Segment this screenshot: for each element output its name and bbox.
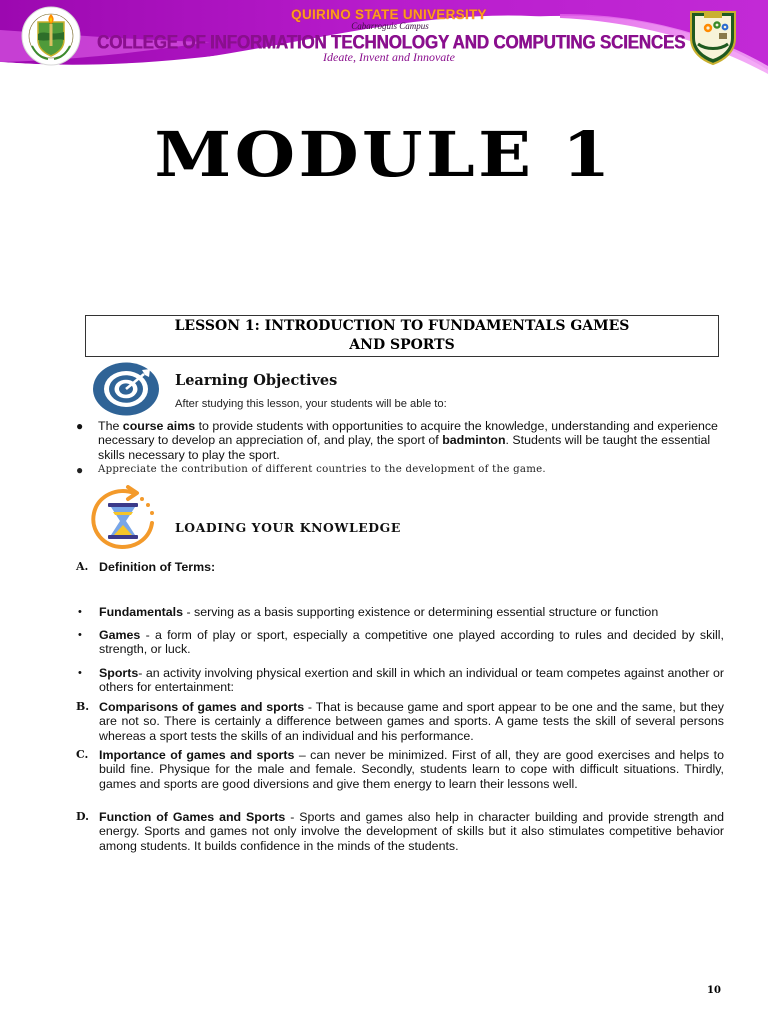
bullet-icon: ● bbox=[76, 463, 84, 478]
loading-knowledge-heading: LOADING YOUR KNOWLEDGE bbox=[175, 520, 401, 535]
definition: - That is because game and sport appear to be one and the same, but they are not so. There is certainly a difference between games and sports. A game tests the skill of several persons whereas a sport tests the skills of an individual and his performance. bbox=[99, 700, 724, 743]
definition-fundamentals bbox=[76, 605, 724, 619]
definition: - serving as a basis supporting existence or determining essential structure or function bbox=[183, 605, 659, 619]
term: Importance of games and sports bbox=[99, 748, 295, 762]
section-d-function bbox=[76, 810, 724, 853]
definition: - Sports and games also help in character building and provide strength and energy. Sports and games not only involve the development of skills but it also stimulates competitive behavior among students. It builds confidence in the minds of the students. bbox=[99, 810, 724, 853]
bold-term: course aims bbox=[122, 419, 196, 433]
university-name: QUIRINO STATE UNIVERSITY bbox=[291, 7, 487, 22]
module-title: MODULE 1 bbox=[154, 118, 614, 191]
list-marker: A. bbox=[76, 560, 89, 573]
header-banner bbox=[0, 0, 768, 78]
term: Function of Games and Sports bbox=[99, 810, 286, 824]
bullet-icon: ● bbox=[76, 419, 84, 433]
college-shield-logo bbox=[688, 8, 738, 66]
lesson-title-line-1: LESSON 1: INTRODUCTION TO FUNDAMENTALS GAMES bbox=[174, 318, 630, 334]
list-marker: D. bbox=[76, 810, 89, 823]
objectives-list bbox=[76, 419, 724, 478]
section-a-definition-of-terms bbox=[76, 560, 724, 574]
definition: – can never be minimized. First of all, they are good exercises and helps to build fine. Physique for the male and female. Secondly, students learn to cope with difficult situations. Thirdly, games and sports are good diversions and give them energy to learn their lessons well. bbox=[99, 748, 724, 791]
definition: - a form of play or sport, especially a competitive one played according to rules and decided by skill, strength, or luck. bbox=[99, 628, 724, 657]
term: Games bbox=[99, 628, 141, 642]
bullet-icon: • bbox=[78, 606, 82, 618]
target-icon bbox=[92, 362, 160, 416]
learning-objectives-heading: Learning Objectives bbox=[175, 372, 338, 389]
page-number: 10 bbox=[707, 985, 721, 996]
hourglass-icon bbox=[88, 485, 160, 551]
campus-name: Cabarroguis Campus bbox=[351, 21, 429, 31]
definition: - an activity involving physical exertion and skill in which an individual or team competes against another or others for entertainment: bbox=[99, 666, 724, 695]
lesson-title-line-2: AND SPORTS bbox=[349, 337, 455, 353]
lesson-title-box bbox=[85, 315, 719, 357]
objective-item: ● Appreciate the contribution of different countries to the development of the game. bbox=[76, 463, 546, 478]
bullet-icon: • bbox=[78, 629, 82, 641]
college-motto: Ideate, Invent and Innovate bbox=[323, 50, 455, 64]
section-b-comparisons bbox=[76, 700, 724, 743]
bold-term: badminton bbox=[442, 433, 506, 448]
definition-games bbox=[76, 628, 724, 657]
learning-objectives-intro: After studying this lesson, your students will be able to: bbox=[175, 398, 447, 410]
list-marker: C. bbox=[76, 748, 89, 761]
term: Sports bbox=[99, 666, 139, 680]
definition-sports bbox=[76, 666, 724, 695]
college-name: COLLEGE OF INFORMATION TECHNOLOGY AND COMPUTING SCIENCES bbox=[96, 31, 686, 53]
section-heading: Definition of Terms: bbox=[99, 560, 216, 574]
term: Comparisons of games and sports bbox=[99, 700, 305, 714]
objective-item: ● The course aims to provide students with opportunities to acquire the knowledge, understanding and experience necessary to develop an appreciation of, and play, the sport of badminton. Students will be taught the essential skills necessary to play the sport. bbox=[76, 419, 718, 462]
list-marker: B. bbox=[76, 700, 90, 713]
section-c-importance bbox=[76, 748, 724, 791]
bullet-icon: • bbox=[78, 667, 82, 679]
term: Fundamentals bbox=[99, 605, 183, 619]
